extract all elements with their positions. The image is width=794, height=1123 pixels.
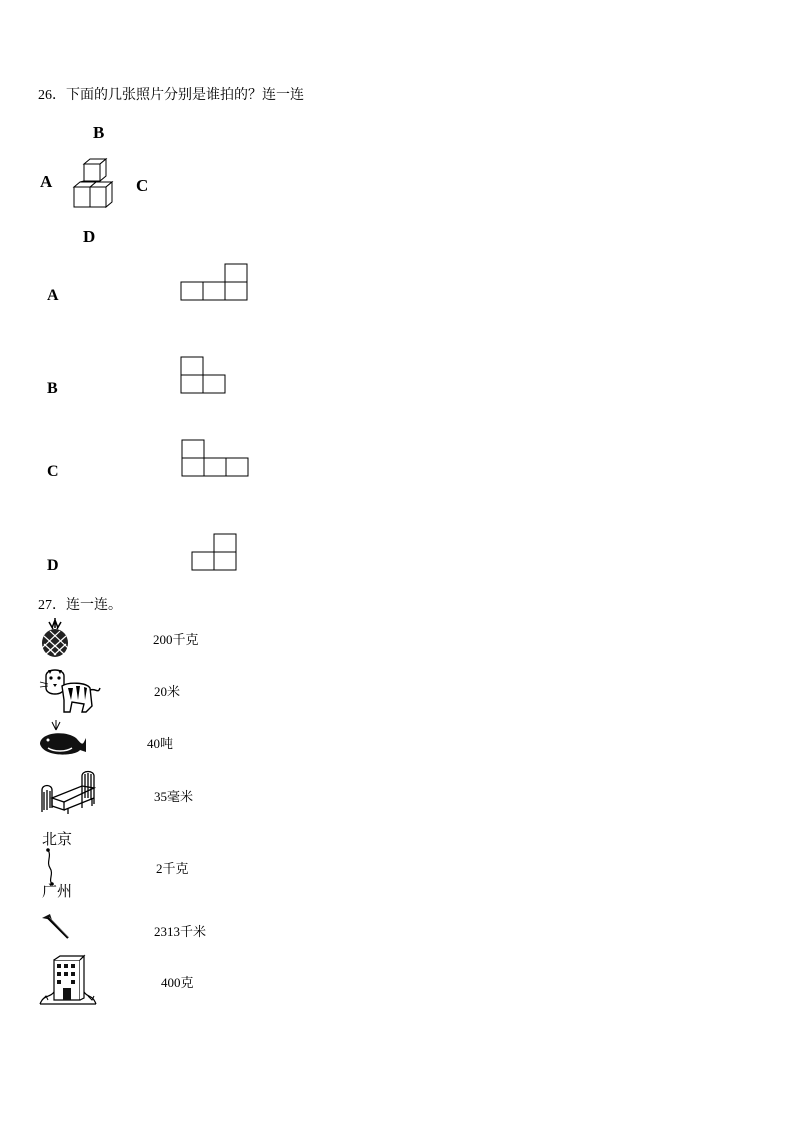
question-26-title: 26．下面的几张照片分别是谁拍的？连一连: [38, 88, 304, 103]
view-b-squares: [180, 356, 228, 394]
building-icon: [38, 954, 98, 1006]
direction-label-bottom: D: [83, 227, 96, 246]
measure-value-6: 2313千米: [154, 924, 207, 939]
tiger-icon: [38, 666, 102, 716]
question-27-title: 27．连一连。: [38, 598, 122, 613]
cube-arrangement-figure: [70, 156, 122, 212]
direction-label-right: C: [136, 176, 149, 195]
measure-value-5: 2千克: [156, 861, 189, 876]
view-label-b: B: [47, 380, 58, 397]
view-a-squares: [180, 263, 250, 301]
measure-value-4: 35毫米: [154, 789, 194, 804]
pineapple-icon: [38, 618, 72, 658]
whale-icon: [36, 720, 88, 758]
view-label-d: D: [47, 557, 59, 574]
measure-value-3: 40吨: [147, 736, 174, 751]
measure-value-7: 400克: [161, 975, 194, 990]
beijing-guangzhou-route-icon: [38, 826, 88, 904]
direction-label-top: B: [93, 123, 105, 142]
map-label-guangzhou: 广州: [42, 882, 73, 900]
direction-label-left: A: [40, 172, 53, 191]
nail-icon: [38, 912, 72, 942]
measure-value-2: 20米: [154, 684, 181, 699]
map-label-beijing: 北京: [42, 830, 73, 848]
measure-value-1: 200千克: [153, 632, 199, 647]
bed-icon: [38, 768, 96, 816]
view-label-c: C: [47, 463, 59, 480]
view-d-squares: [191, 533, 239, 571]
view-label-a: A: [47, 287, 59, 304]
view-c-squares: [181, 439, 251, 477]
